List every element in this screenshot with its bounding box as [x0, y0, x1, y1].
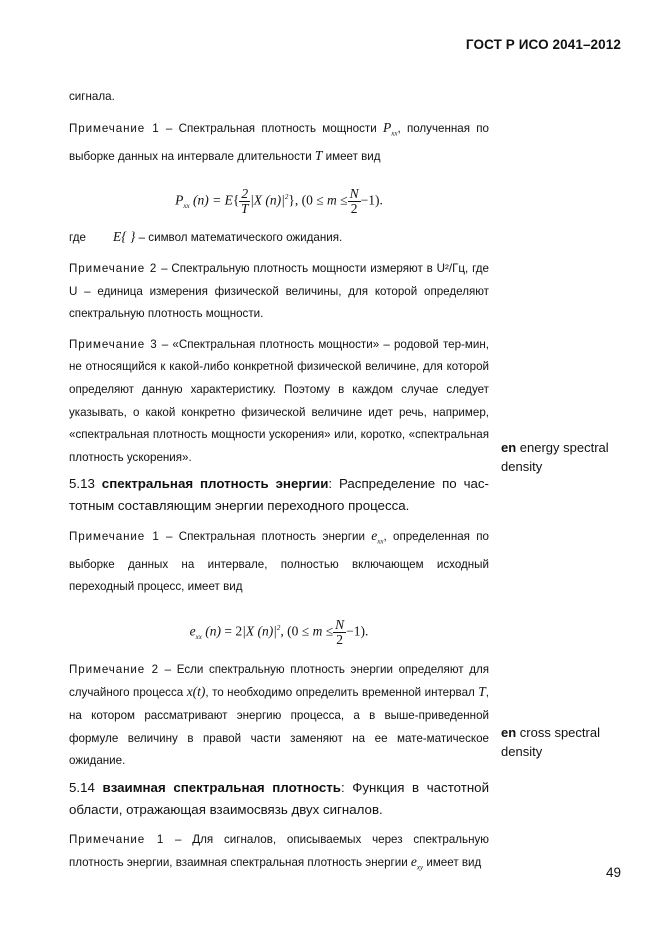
- note-1-power: Примечание 1 – Спектральная плотность мощности $P_{xx}$, полученная по выборке данных на интервале длительности T имеет вид: [69, 119, 490, 163]
- definition-5-13: 5.13 спектральная плотность энергии: Распределение по час-тотным составляющим энергии переходного процесса.: [69, 476, 489, 514]
- symbol-t: T: [314, 147, 323, 163]
- note-2-power: Примечание 2 – Спектральную плотность мощности измеряют в U²/Гц, где U – единица измерения физической величины, для которой определяют спектральную плотность мощности.: [69, 262, 489, 321]
- page-number: 49: [605, 865, 621, 880]
- note-2-energy: Примечание 2 – Если спектральную плотность энергии определяют для случайного процесса x(t), то необходимо определить временной интервал T, на котором рассматривают энергию процесса, а в выше-приведенной формуле величину в правой части заменяют на ее мате-матическое ожидание.: [69, 662, 490, 768]
- note-1-cross: Примечание 1 – Для сигналов, описываемых через спектральную плотность энергии, взаимная спектральная плотность энергии $e_{xy}$ имеет вид: [69, 832, 489, 873]
- symbol-exy: $e_{xy}$: [410, 854, 424, 873]
- where-clause: где E{ } – символ математического ожидания.: [69, 229, 343, 245]
- note-1-energy: Примечание 1 – Спектральная плотность энергии $e_{xx}$, определенная по выборке данных на интервале, полностью включающем исходный переходный процесс, имеет вид: [69, 528, 489, 594]
- english-equivalent-5-13: en energy spectral density: [501, 440, 609, 474]
- page-header: ГОСТ Р ИСО 2041–2012: [465, 37, 621, 52]
- note-3-power: Примечание 3 – «Спектральная плотность мощности» – родовой тер-мин, не относящийся к какой-либо конкретной физической величине, для которой определяют данную характеристику. Поэтому в каждом случае следует указывать, о какой конкретно физической величине идет речь, например, «спектральная плотность мощности ускорения» или, коротко, «спектральная плотность ускорения».: [69, 337, 489, 464]
- english-equivalent-5-14: en cross spectral density: [501, 725, 600, 759]
- formula-power-spectral-density: $P_{xx}$ (n) = E{ $\frac{2}{T}$ |X $(n)|^2$}, (0 ≤ m ≤ $\frac{N}{2}$ −1).: [175, 186, 383, 217]
- note-label: Примечание 1: [69, 121, 160, 135]
- formula-energy-spectral-density: $e_{xx}$ (n) = 2|X $(n)|^2$, (0 ≤ m ≤ $\frac{N}{2}$ −1).: [189, 616, 369, 647]
- symbol-exx: $e_{xx}$: [371, 528, 384, 547]
- main-text-column: [69, 86, 489, 880]
- symbol-pxx: $P_{xx}$: [382, 119, 398, 138]
- term-cross-spectral-density: взаимная спектральная плотность: [102, 779, 341, 795]
- definition-5-14: 5.14 взаимная спектральная плотность: Функция в частотной области, отражающая взаимосвязь двух сигналов.: [69, 779, 489, 817]
- paragraph-continuation: сигнала.: [69, 90, 115, 103]
- term-energy-spectral-density: спектральная плотность энергии: [101, 476, 329, 492]
